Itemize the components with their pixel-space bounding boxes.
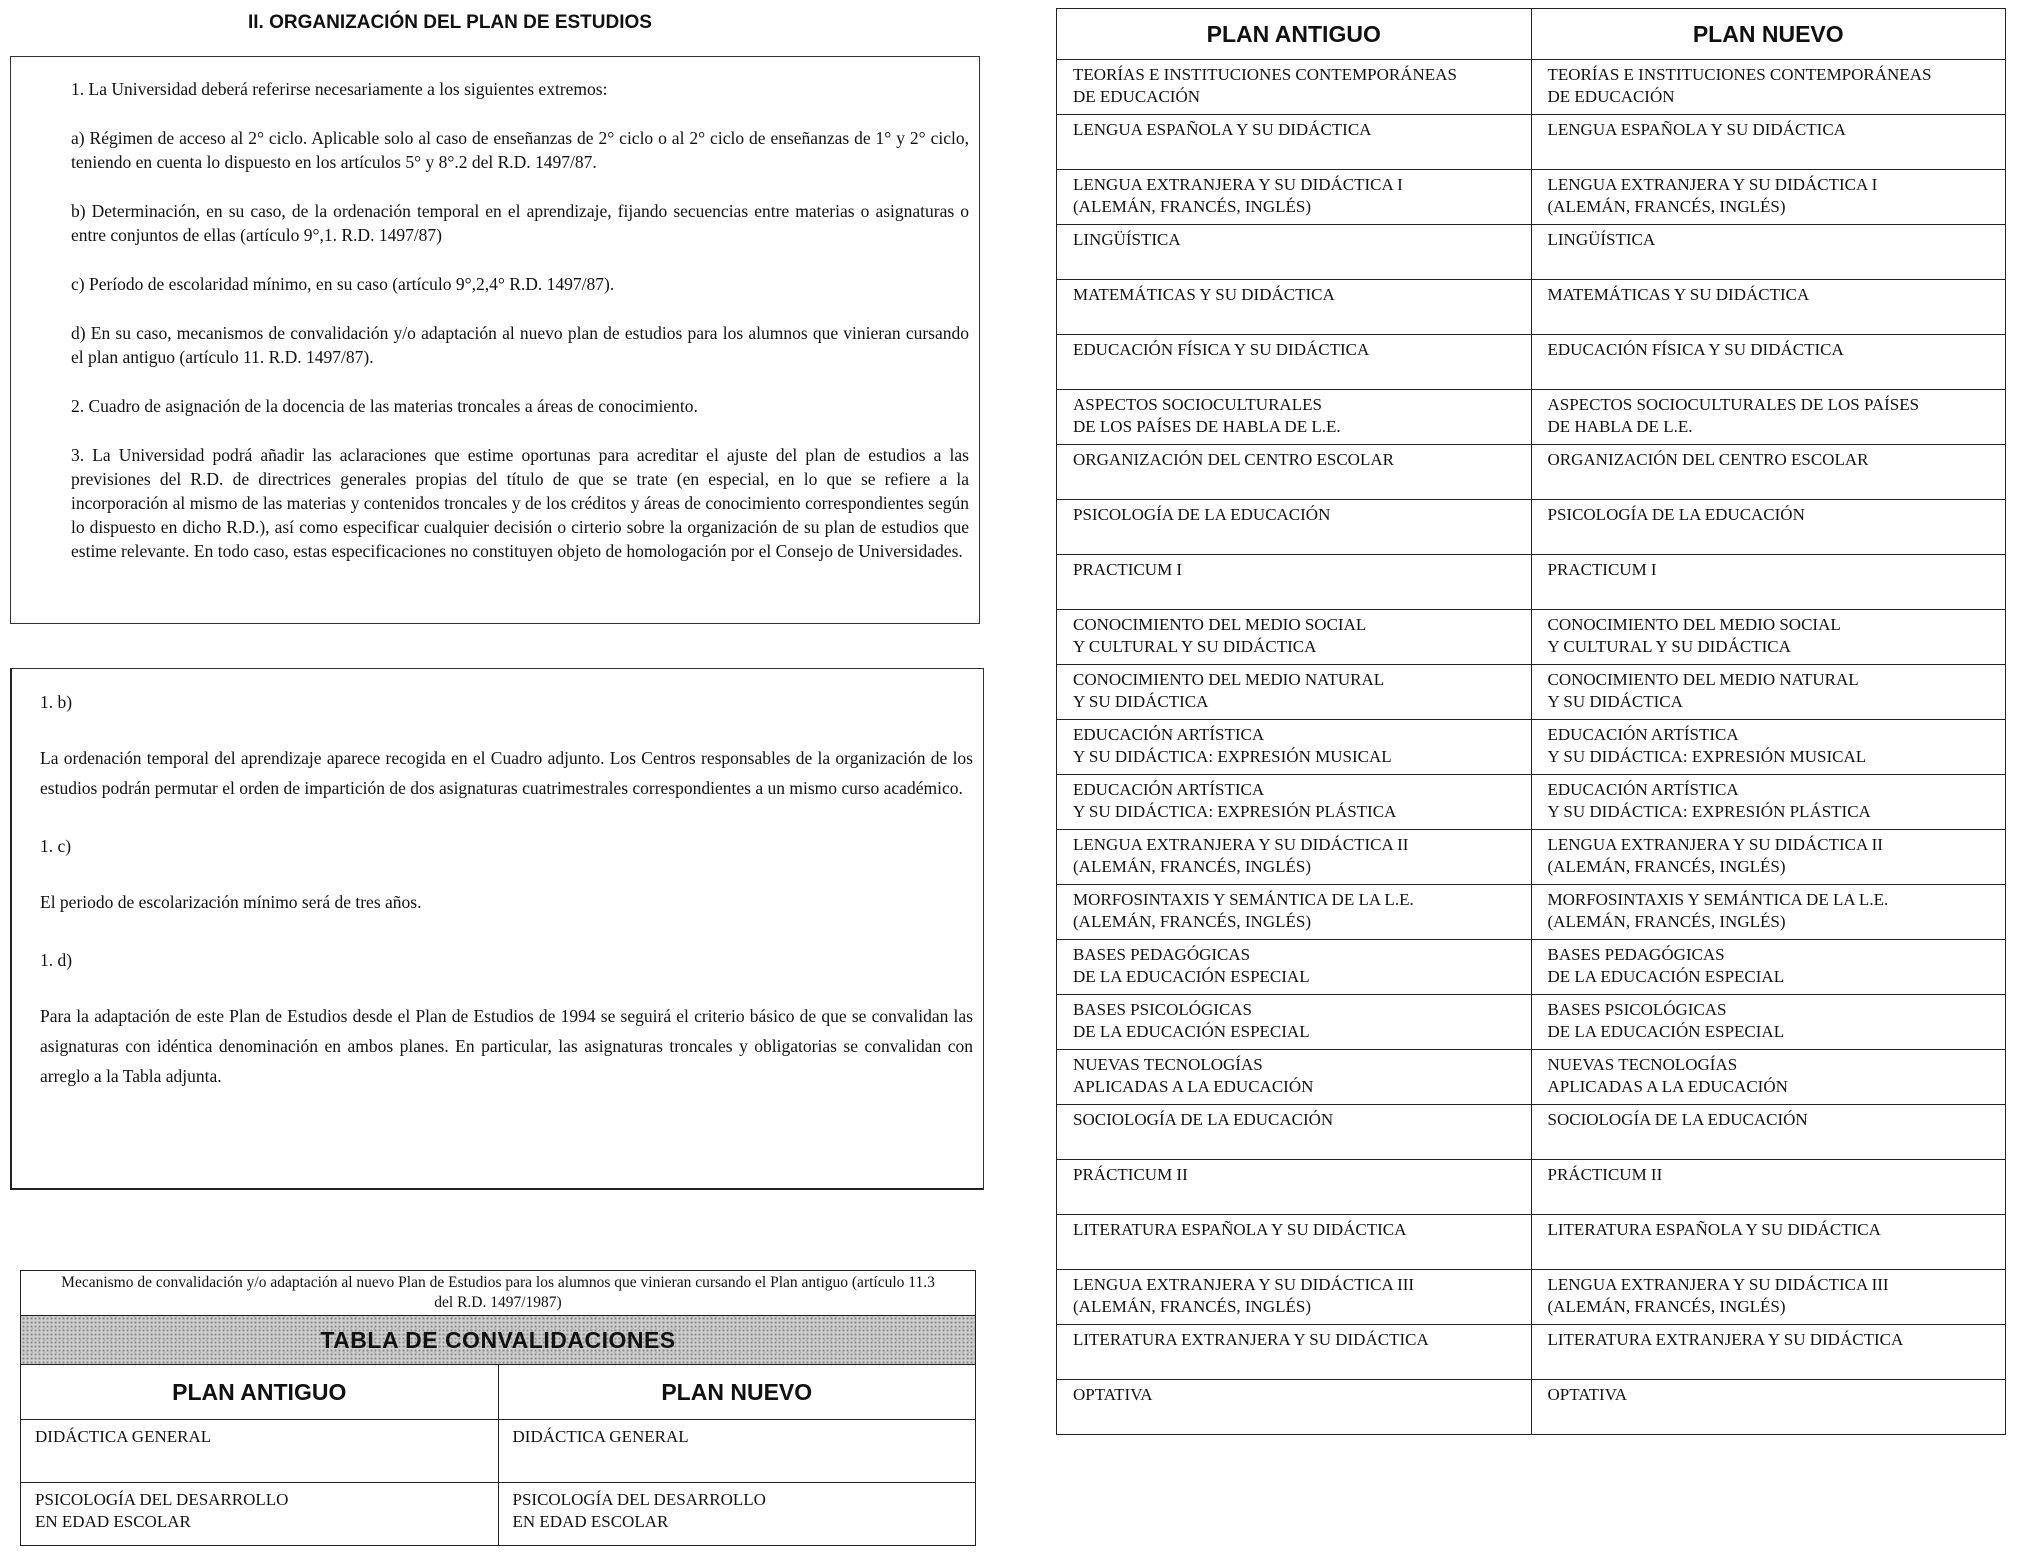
cell-plan-nuevo: EDUCACIÓN FÍSICA Y SU DIDÁCTICA bbox=[1531, 335, 2006, 390]
cell-plan-nuevo: PSICOLOGÍA DEL DESARROLLO EN EDAD ESCOLAR bbox=[498, 1483, 976, 1546]
cell-plan-antiguo: CONOCIMIENTO DEL MEDIO NATURAL Y SU DIDÁCTICA bbox=[1057, 665, 1532, 720]
cell-plan-antiguo: MATEMÁTICAS Y SU DIDÁCTICA bbox=[1057, 280, 1532, 335]
cell-plan-antiguo: LENGUA ESPAÑOLA Y SU DIDÁCTICA bbox=[1057, 115, 1532, 170]
table-row bbox=[1057, 720, 2006, 775]
table-row bbox=[1057, 445, 2006, 500]
cell-plan-antiguo: OPTATIVA bbox=[1057, 1380, 1532, 1435]
cell-plan-nuevo: CONOCIMIENTO DEL MEDIO NATURAL Y SU DIDÁCTICA bbox=[1531, 665, 2006, 720]
cell-plan-nuevo: LENGUA EXTRANJERA Y SU DIDÁCTICA II (ALEMÁN, FRANCÉS, INGLÉS) bbox=[1531, 830, 2006, 885]
cell-plan-nuevo: LITERATURA EXTRANJERA Y SU DIDÁCTICA bbox=[1531, 1325, 2006, 1380]
cell-plan-nuevo: MORFOSINTAXIS Y SEMÁNTICA DE LA L.E. (ALEMÁN, FRANCÉS, INGLÉS) bbox=[1531, 885, 2006, 940]
table-row bbox=[1057, 940, 2006, 995]
table-row bbox=[21, 1483, 976, 1546]
table-title: TABLA DE CONVALIDACIONES bbox=[21, 1316, 976, 1365]
cell-plan-antiguo: NUEVAS TECNOLOGÍAS APLICADAS A LA EDUCACIÓN bbox=[1057, 1050, 1532, 1105]
heading-1b: 1. b) bbox=[40, 692, 73, 712]
heading-1c: 1. c) bbox=[40, 836, 72, 856]
table-row bbox=[1057, 115, 2006, 170]
cell-plan-antiguo: LINGÜÍSTICA bbox=[1057, 225, 1532, 280]
table-row bbox=[1057, 1105, 2006, 1160]
cell-plan-nuevo: DIDÁCTICA GENERAL bbox=[498, 1420, 976, 1483]
table-row bbox=[1057, 1215, 2006, 1270]
cell-plan-antiguo: ASPECTOS SOCIOCULTURALES DE LOS PAÍSES DE HABLA DE L.E. bbox=[1057, 390, 1532, 445]
table-row bbox=[1057, 775, 2006, 830]
cell-plan-antiguo: EDUCACIÓN ARTÍSTICA Y SU DIDÁCTICA: EXPRESIÓN MUSICAL bbox=[1057, 720, 1532, 775]
cell-plan-nuevo: LENGUA ESPAÑOLA Y SU DIDÁCTICA bbox=[1531, 115, 2006, 170]
table-caption: Mecanismo de convalidación y/o adaptación al nuevo Plan de Estudios para los alumnos que vinieran cursando el Plan antiguo (artículo 11.3 del R.D. 1497/1987) bbox=[21, 1271, 976, 1316]
cell-plan-antiguo: LENGUA EXTRANJERA Y SU DIDÁCTICA II (ALEMÁN, FRANCÉS, INGLÉS) bbox=[1057, 830, 1532, 885]
table-row bbox=[1057, 170, 2006, 225]
table-row bbox=[1057, 665, 2006, 720]
table-row bbox=[1057, 995, 2006, 1050]
answers-box bbox=[10, 668, 984, 1190]
cell-plan-antiguo: DIDÁCTICA GENERAL bbox=[21, 1420, 499, 1483]
cell-plan-nuevo: NUEVAS TECNOLOGÍAS APLICADAS A LA EDUCACIÓN bbox=[1531, 1050, 2006, 1105]
table-row bbox=[1057, 500, 2006, 555]
requirement-c: c) Período de escolaridad mínimo, en su caso (artículo 9°,2,4° R.D. 1497/87). bbox=[71, 274, 615, 294]
requirement-3: 3. La Universidad podrá añadir las aclaraciones que estime oportunas para acreditar el ajuste del plan de estudios a las previsiones del R.D. de directrices generales propias del título de que se trate (en especial, en lo que se refiere a la incorporación al mismo de las materias y contenidos troncales y de los créditos y áreas de conocimiento correspondientes según lo dispuesto en dicho R.D.), así como especificar cualquier decisión o cirterio sobre la organización de su plan de estudios que estime relevante. En todo caso, estas especificaciones no constituyen objeto de homologación por el Consejo de Universidades. bbox=[71, 445, 969, 561]
convalidation-table-left bbox=[20, 1270, 976, 1546]
cell-plan-nuevo: TEORÍAS E INSTITUCIONES CONTEMPORÁNEAS DE EDUCACIÓN bbox=[1531, 60, 2006, 115]
cell-plan-nuevo: CONOCIMIENTO DEL MEDIO SOCIAL Y CULTURAL Y SU DIDÁCTICA bbox=[1531, 610, 2006, 665]
cell-plan-nuevo: EDUCACIÓN ARTÍSTICA Y SU DIDÁCTICA: EXPRESIÓN PLÁSTICA bbox=[1531, 775, 2006, 830]
table-row bbox=[1057, 830, 2006, 885]
cell-plan-antiguo: TEORÍAS E INSTITUCIONES CONTEMPORÁNEAS DE EDUCACIÓN bbox=[1057, 60, 1532, 115]
table-row bbox=[1057, 1380, 2006, 1435]
table-row bbox=[1057, 555, 2006, 610]
cell-plan-antiguo: PRACTICUM I bbox=[1057, 555, 1532, 610]
table-row bbox=[1057, 390, 2006, 445]
cell-plan-antiguo: CONOCIMIENTO DEL MEDIO SOCIAL Y CULTURAL Y SU DIDÁCTICA bbox=[1057, 610, 1532, 665]
cell-plan-nuevo: SOCIOLOGÍA DE LA EDUCACIÓN bbox=[1531, 1105, 2006, 1160]
table-row bbox=[1057, 225, 2006, 280]
requirement-2: 2. Cuadro de asignación de la docencia de las materias troncales a áreas de conocimiento. bbox=[71, 396, 698, 416]
cell-plan-antiguo: EDUCACIÓN ARTÍSTICA Y SU DIDÁCTICA: EXPRESIÓN PLÁSTICA bbox=[1057, 775, 1532, 830]
text-1b: La ordenación temporal del aprendizaje aparece recogida en el Cuadro adjunto. Los Centros responsables de la organización de los estudios podrán permutar el orden de impartición de dos asignaturas cuatrimestrales correspondientes a un mismo curso académico. bbox=[40, 748, 973, 798]
heading-1d: 1. d) bbox=[40, 950, 73, 970]
requirement-1: 1. La Universidad deberá referirse necesariamente a los siguientes extremos: bbox=[71, 79, 608, 99]
cell-plan-antiguo: SOCIOLOGÍA DE LA EDUCACIÓN bbox=[1057, 1105, 1532, 1160]
cell-plan-antiguo: BASES PEDAGÓGICAS DE LA EDUCACIÓN ESPECIAL bbox=[1057, 940, 1532, 995]
cell-plan-nuevo: ASPECTOS SOCIOCULTURALES DE LOS PAÍSES DE HABLA DE L.E. bbox=[1531, 390, 2006, 445]
cell-plan-nuevo: MATEMÁTICAS Y SU DIDÁCTICA bbox=[1531, 280, 2006, 335]
cell-plan-antiguo: PSICOLOGÍA DE LA EDUCACIÓN bbox=[1057, 500, 1532, 555]
column-header-new: PLAN NUEVO bbox=[498, 1365, 976, 1420]
cell-plan-nuevo: ORGANIZACIÓN DEL CENTRO ESCOLAR bbox=[1531, 445, 2006, 500]
requirement-a: a) Régimen de acceso al 2° ciclo. Aplicable solo al caso de enseñanzas de 2° ciclo o al 2° ciclo de enseñanzas de 1° y 2° ciclo, teniendo en cuenta lo dispuesto en los artículos 5° y 8°.2 del R.D. 1497/87. bbox=[71, 128, 969, 172]
cell-plan-nuevo: LENGUA EXTRANJERA Y SU DIDÁCTICA I (ALEMÁN, FRANCÉS, INGLÉS) bbox=[1531, 170, 2006, 225]
cell-plan-nuevo: PRÁCTICUM II bbox=[1531, 1160, 2006, 1215]
table-row bbox=[1057, 280, 2006, 335]
column-header-old: PLAN ANTIGUO bbox=[21, 1365, 499, 1420]
text-1c: El periodo de escolarización mínimo será de tres años. bbox=[40, 892, 422, 912]
cell-plan-nuevo: LENGUA EXTRANJERA Y SU DIDÁCTICA III (ALEMÁN, FRANCÉS, INGLÉS) bbox=[1531, 1270, 2006, 1325]
cell-plan-antiguo: EDUCACIÓN FÍSICA Y SU DIDÁCTICA bbox=[1057, 335, 1532, 390]
column-header-old: PLAN ANTIGUO bbox=[1057, 9, 1532, 60]
convalidation-table-right bbox=[1056, 8, 2006, 1435]
cell-plan-antiguo: PRÁCTICUM II bbox=[1057, 1160, 1532, 1215]
table-row bbox=[1057, 885, 2006, 940]
section-title: II. ORGANIZACIÓN DEL PLAN DE ESTUDIOS bbox=[248, 12, 652, 33]
cell-plan-nuevo: EDUCACIÓN ARTÍSTICA Y SU DIDÁCTICA: EXPRESIÓN MUSICAL bbox=[1531, 720, 2006, 775]
cell-plan-antiguo: LENGUA EXTRANJERA Y SU DIDÁCTICA I (ALEMÁN, FRANCÉS, INGLÉS) bbox=[1057, 170, 1532, 225]
table-row bbox=[1057, 60, 2006, 115]
text-1d: Para la adaptación de este Plan de Estudios desde el Plan de Estudios de 1994 se seguirá el criterio básico de que se convalidan las asignaturas con idéntica denominación en ambos planes. En particular, las asignaturas troncales y obligatorias se convalidan con arreglo a la Tabla adjunta. bbox=[40, 1006, 973, 1086]
requirement-b: b) Determinación, en su caso, de la ordenación temporal en el aprendizaje, fijando secuencias entre materias o asignaturas o entre conjuntos de ellas (artículo 9°,1. R.D. 1497/87) bbox=[71, 201, 969, 245]
table-row bbox=[1057, 610, 2006, 665]
cell-plan-antiguo: LITERATURA EXTRANJERA Y SU DIDÁCTICA bbox=[1057, 1325, 1532, 1380]
cell-plan-antiguo: ORGANIZACIÓN DEL CENTRO ESCOLAR bbox=[1057, 445, 1532, 500]
cell-plan-antiguo: MORFOSINTAXIS Y SEMÁNTICA DE LA L.E. (ALEMÁN, FRANCÉS, INGLÉS) bbox=[1057, 885, 1532, 940]
cell-plan-nuevo: BASES PEDAGÓGICAS DE LA EDUCACIÓN ESPECIAL bbox=[1531, 940, 2006, 995]
requirement-d: d) En su caso, mecanismos de convalidación y/o adaptación al nuevo plan de estudios para los alumnos que vinieran cursando el plan antiguo (artículo 11. R.D. 1497/87). bbox=[71, 323, 969, 367]
cell-plan-nuevo: PRACTICUM I bbox=[1531, 555, 2006, 610]
cell-plan-antiguo: LENGUA EXTRANJERA Y SU DIDÁCTICA III (ALEMÁN, FRANCÉS, INGLÉS) bbox=[1057, 1270, 1532, 1325]
table-row bbox=[1057, 1160, 2006, 1215]
requirements-box bbox=[10, 56, 980, 624]
cell-plan-nuevo: OPTATIVA bbox=[1531, 1380, 2006, 1435]
cell-plan-nuevo: BASES PSICOLÓGICAS DE LA EDUCACIÓN ESPECIAL bbox=[1531, 995, 2006, 1050]
cell-plan-nuevo: LITERATURA ESPAÑOLA Y SU DIDÁCTICA bbox=[1531, 1215, 2006, 1270]
table-row bbox=[1057, 335, 2006, 390]
cell-plan-antiguo: PSICOLOGÍA DEL DESARROLLO EN EDAD ESCOLAR bbox=[21, 1483, 499, 1546]
cell-plan-nuevo: LINGÜÍSTICA bbox=[1531, 225, 2006, 280]
table-row bbox=[1057, 1270, 2006, 1325]
table-row bbox=[21, 1420, 976, 1483]
table-row bbox=[1057, 1050, 2006, 1105]
cell-plan-antiguo: LITERATURA ESPAÑOLA Y SU DIDÁCTICA bbox=[1057, 1215, 1532, 1270]
cell-plan-antiguo: BASES PSICOLÓGICAS DE LA EDUCACIÓN ESPECIAL bbox=[1057, 995, 1532, 1050]
column-header-new: PLAN NUEVO bbox=[1531, 9, 2006, 60]
table-row bbox=[1057, 1325, 2006, 1380]
cell-plan-nuevo: PSICOLOGÍA DE LA EDUCACIÓN bbox=[1531, 500, 2006, 555]
